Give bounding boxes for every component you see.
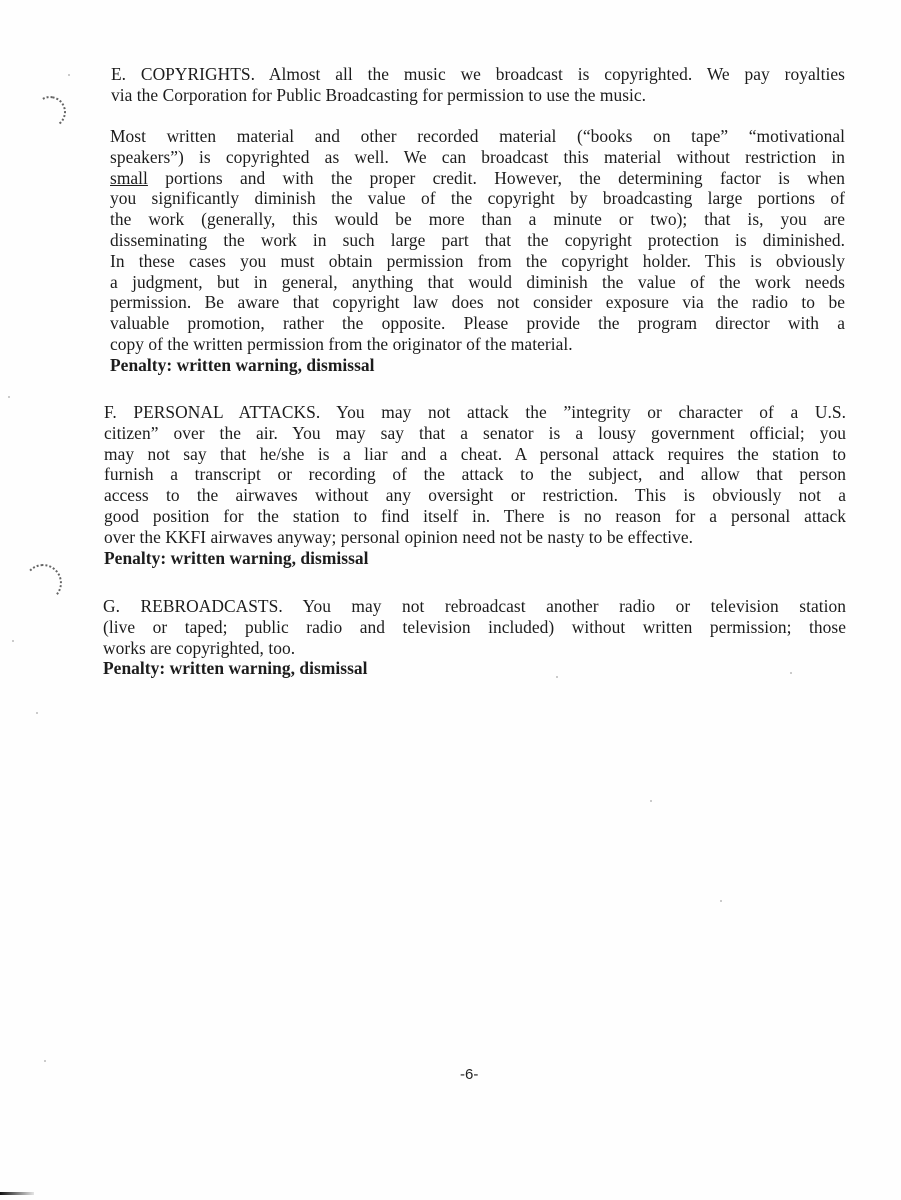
penalty-line: Penalty: written warning, dismissal xyxy=(110,354,375,375)
text-line: disseminating the work in such large part that the copyright protection is diminished. xyxy=(110,229,845,250)
text-line: citizen” over the air. You may say that a senator is a lousy government official; you xyxy=(104,422,846,443)
punch-hole-mark-icon xyxy=(22,562,63,603)
section-g-rebroadcasts xyxy=(103,596,846,679)
penalty-line: Penalty: written warning, dismissal xyxy=(103,658,368,679)
text-line: furnish a transcript or recording of the attack to the subject, and allow that person xyxy=(104,464,846,485)
scan-speck xyxy=(790,672,792,674)
penalty-line: Penalty: written warning, dismissal xyxy=(104,547,369,568)
scan-speck xyxy=(68,74,70,76)
scan-edge-mark xyxy=(0,1192,34,1195)
section-e-intro xyxy=(111,64,845,106)
text-line: a judgment, but in general, anything that would diminish the value of the work needs xyxy=(110,271,845,292)
text-line: access to the airwaves without any oversight or restriction. This is obviously not a xyxy=(104,485,846,506)
scan-speck xyxy=(8,396,10,398)
text-line-with-underline xyxy=(110,168,845,189)
text-line: you significantly diminish the value of the copyright by broadcasting large portions of xyxy=(110,188,845,209)
section-f-personal-attacks xyxy=(104,402,846,568)
text-line: over the KKFI airwaves anyway; personal opinion need not be nasty to be effective. xyxy=(104,526,694,547)
scan-speck xyxy=(12,640,14,642)
text-line: via the Corporation for Public Broadcasting for permission to use the music. xyxy=(111,84,647,105)
page-number: -6- xyxy=(460,1066,479,1083)
text-line: the work (generally, this would be more than a minute or two); that is, you are xyxy=(110,209,845,230)
scan-speck xyxy=(36,712,38,714)
text-line: E. COPYRIGHTS. Almost all the music we broadcast is copyrighted. We pay royalties xyxy=(111,64,845,84)
scan-speck xyxy=(556,676,558,678)
scan-speck xyxy=(44,1060,46,1062)
text-line: Most written material and other recorded material (“books on tape” “motivational xyxy=(110,126,845,146)
text-line-rest: portions and with the proper credit. However, the determining factor is when xyxy=(165,167,845,188)
punch-hole-mark-icon xyxy=(31,93,68,130)
text-line: may not say that he/she is a liar and a cheat. A personal attack requires the station to xyxy=(104,443,846,464)
text-line: (live or taped; public radio and television included) without written permission; those xyxy=(103,616,846,637)
section-e-written-material xyxy=(110,126,845,376)
text-line: copy of the written permission from the originator of the material. xyxy=(110,333,573,354)
text-line: F. PERSONAL ATTACKS. You may not attack the ”integrity or character of a U.S. xyxy=(104,402,846,422)
text-line: works are copyrighted, too. xyxy=(103,637,296,658)
scan-speck xyxy=(720,900,722,902)
underlined-word: small xyxy=(110,167,148,188)
text-line: speakers”) is copyrighted as well. We can broadcast this material without restriction in xyxy=(110,146,845,167)
text-line: permission. Be aware that copyright law does not consider exposure via the radio to be xyxy=(110,292,845,313)
scan-speck xyxy=(650,800,652,802)
text-line: G. REBROADCASTS. You may not rebroadcast another radio or television station xyxy=(103,596,846,616)
text-line: In these cases you must obtain permission from the copyright holder. This is obviously xyxy=(110,250,845,271)
text-line: good position for the station to find itself in. There is no reason for a personal attack xyxy=(104,505,846,526)
text-line: valuable promotion, rather the opposite. Please provide the program director with a xyxy=(110,313,845,334)
